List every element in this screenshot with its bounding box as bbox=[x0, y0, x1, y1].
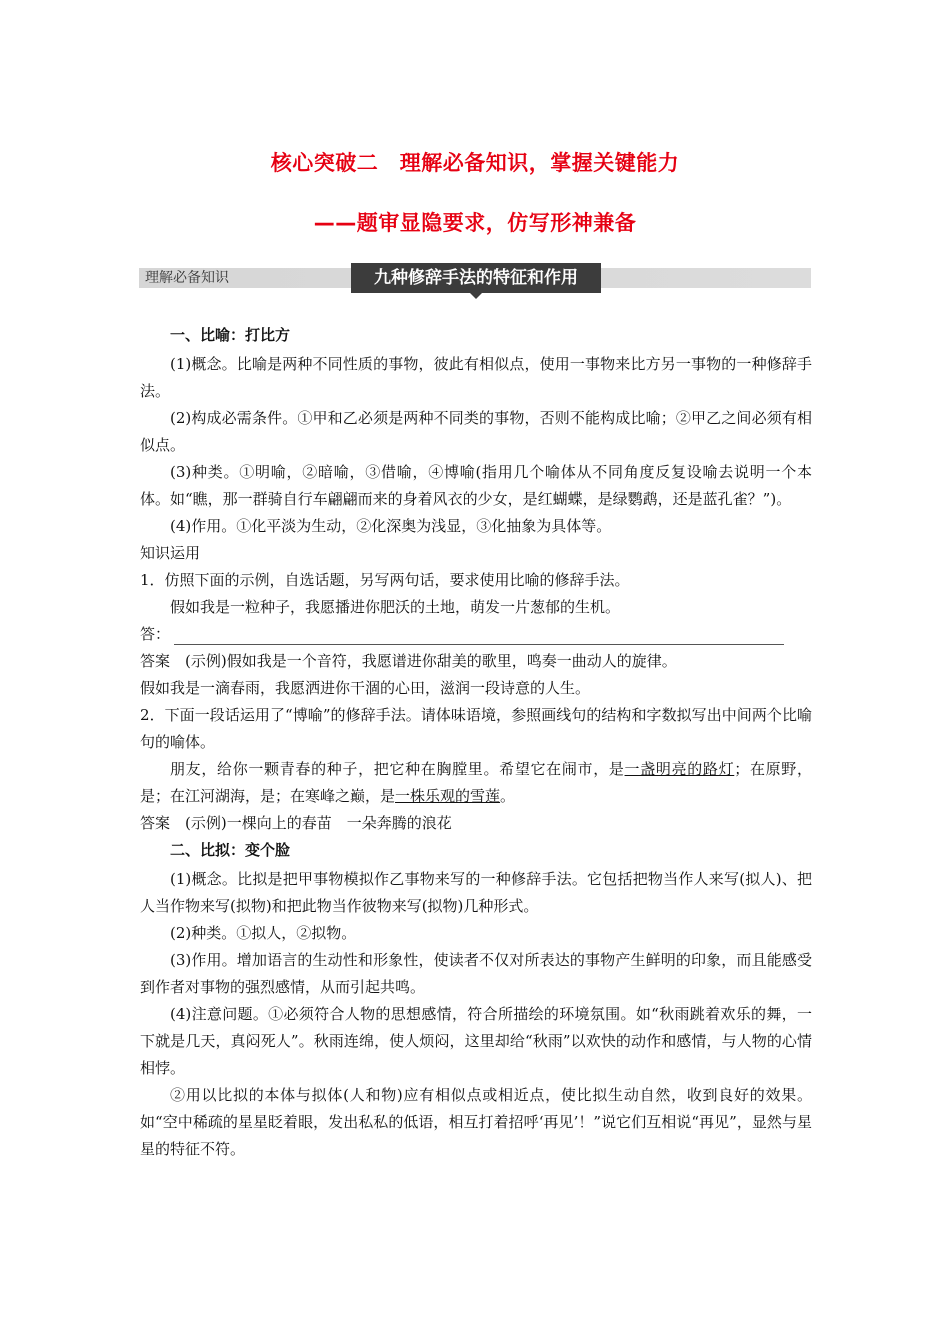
question-1-example: 假如我是一粒种子，我愿播进你肥沃的土地，萌发一片葱郁的生机。 bbox=[170, 598, 621, 616]
page-title: 核心突破二 理解必备知识，掌握关键能力 bbox=[270, 151, 680, 175]
question-2: 2．下面一段话运用了“博喻”的修辞手法。请体味语境，参照画线句的结构和字数拟写出中间两个比喻句的喻体。 bbox=[140, 706, 812, 751]
question-2-passage bbox=[140, 756, 812, 810]
document-body bbox=[140, 322, 812, 1163]
paragraph: (3)种类。①明喻，②暗喻，③借喻，④博喻(指用几个喻体从不同角度反复设喻去说明一个本体。如“瞧，那一群骑自行车翩翩而来的身着风衣的少女，是红蝴蝶，是绿鹦鹉，还是蓝孔雀？”)。 bbox=[140, 463, 812, 508]
practice-label: 知识运用 bbox=[140, 544, 201, 562]
passage-text: 朋友，给你一颗青春的种子，把它种在胸膛里。希望它在闹市，是 bbox=[170, 760, 625, 778]
answer-2: 答案 (示例)一棵向上的春苗 一朵奔腾的浪花 bbox=[140, 814, 452, 832]
paragraph: (4)注意问题。①必须符合人物的思想感情，符合所描绘的环境氛围。如“秋雨跳着欢乐的舞，一下就是几天，真闷死人”。秋雨连绵，使人烦闷，这里却给“秋雨”以欢快的动作和感情，与人物的心情相悖。 bbox=[140, 1005, 812, 1077]
paragraph: (3)作用。增加语言的生动性和形象性，使读者不仅对所表达的事物产生鲜明的印象，而且能感受到作者对事物的强烈感情，从而引起共鸣。 bbox=[140, 951, 812, 996]
section-heading-personification: 二、比拟：变个脸 bbox=[170, 841, 291, 859]
answer-1-line-2: 假如我是一滴春雨，我愿洒进你干涸的心田，滋润一段诗意的人生。 bbox=[140, 679, 591, 697]
underlined-phrase: 一盏明亮的路灯 bbox=[624, 760, 735, 778]
question-1: 1．仿照下面的示例，自选话题，另写两句话，要求使用比喻的修辞手法。 bbox=[140, 571, 630, 589]
answer-prefix: 答： bbox=[140, 625, 171, 643]
section-banner bbox=[139, 268, 811, 288]
paragraph: (1)概念。比拟是把甲事物模拟作乙事物来写的一种修辞手法。它包括把物当作人来写(拟人)、把人当作物来写(拟物)和把此物当作彼物来写(拟物)几种形式。 bbox=[140, 870, 812, 915]
passage-text: 。 bbox=[500, 787, 516, 805]
answer-blank[interactable] bbox=[174, 626, 784, 645]
paragraph: (1)概念。比喻是两种不同性质的事物，彼此有相似点，使用一事物来比方另一事物的一种修辞手法。 bbox=[140, 355, 812, 400]
page-subtitle: ——题审显隐要求，仿写形神兼备 bbox=[313, 211, 637, 235]
banner-label: 理解必备知识 bbox=[145, 270, 229, 286]
answer-line bbox=[140, 621, 812, 648]
section-heading-metaphor: 一、比喻：打比方 bbox=[170, 326, 291, 344]
paragraph: ②用以比拟的本体与拟体(人和物)应有相似点或相近点，使比拟生动自然，收到良好的效果。如“空中稀疏的星星眨着眼，发出私私的低语，相互打着招呼‘再见’！”说它们互相说“再见”，显然与星星的特征不符。 bbox=[140, 1086, 812, 1158]
paragraph: (2)种类。①拟人，②拟物。 bbox=[170, 924, 357, 942]
paragraph: (4)作用。①化平淡为生动，②化深奥为浅显，③化抽象为具体等。 bbox=[170, 517, 612, 535]
paragraph: (2)构成必需条件。①甲和乙必须是两种不同类的事物，否则不能构成比喻；②甲乙之间必须有相似点。 bbox=[140, 409, 812, 454]
underlined-phrase: 一株乐观的雪莲 bbox=[395, 787, 501, 805]
answer-1-line-1: 答案 (示例)假如我是一个音符，我愿谱进你甜美的歌里，鸣奏一曲动人的旋律。 bbox=[140, 652, 677, 670]
passage-text: ；在原野，是；在江河湖海，是；在寒峰之巅，是 bbox=[140, 760, 812, 805]
banner-title: 九种修辞手法的特征和作用 bbox=[351, 263, 601, 293]
